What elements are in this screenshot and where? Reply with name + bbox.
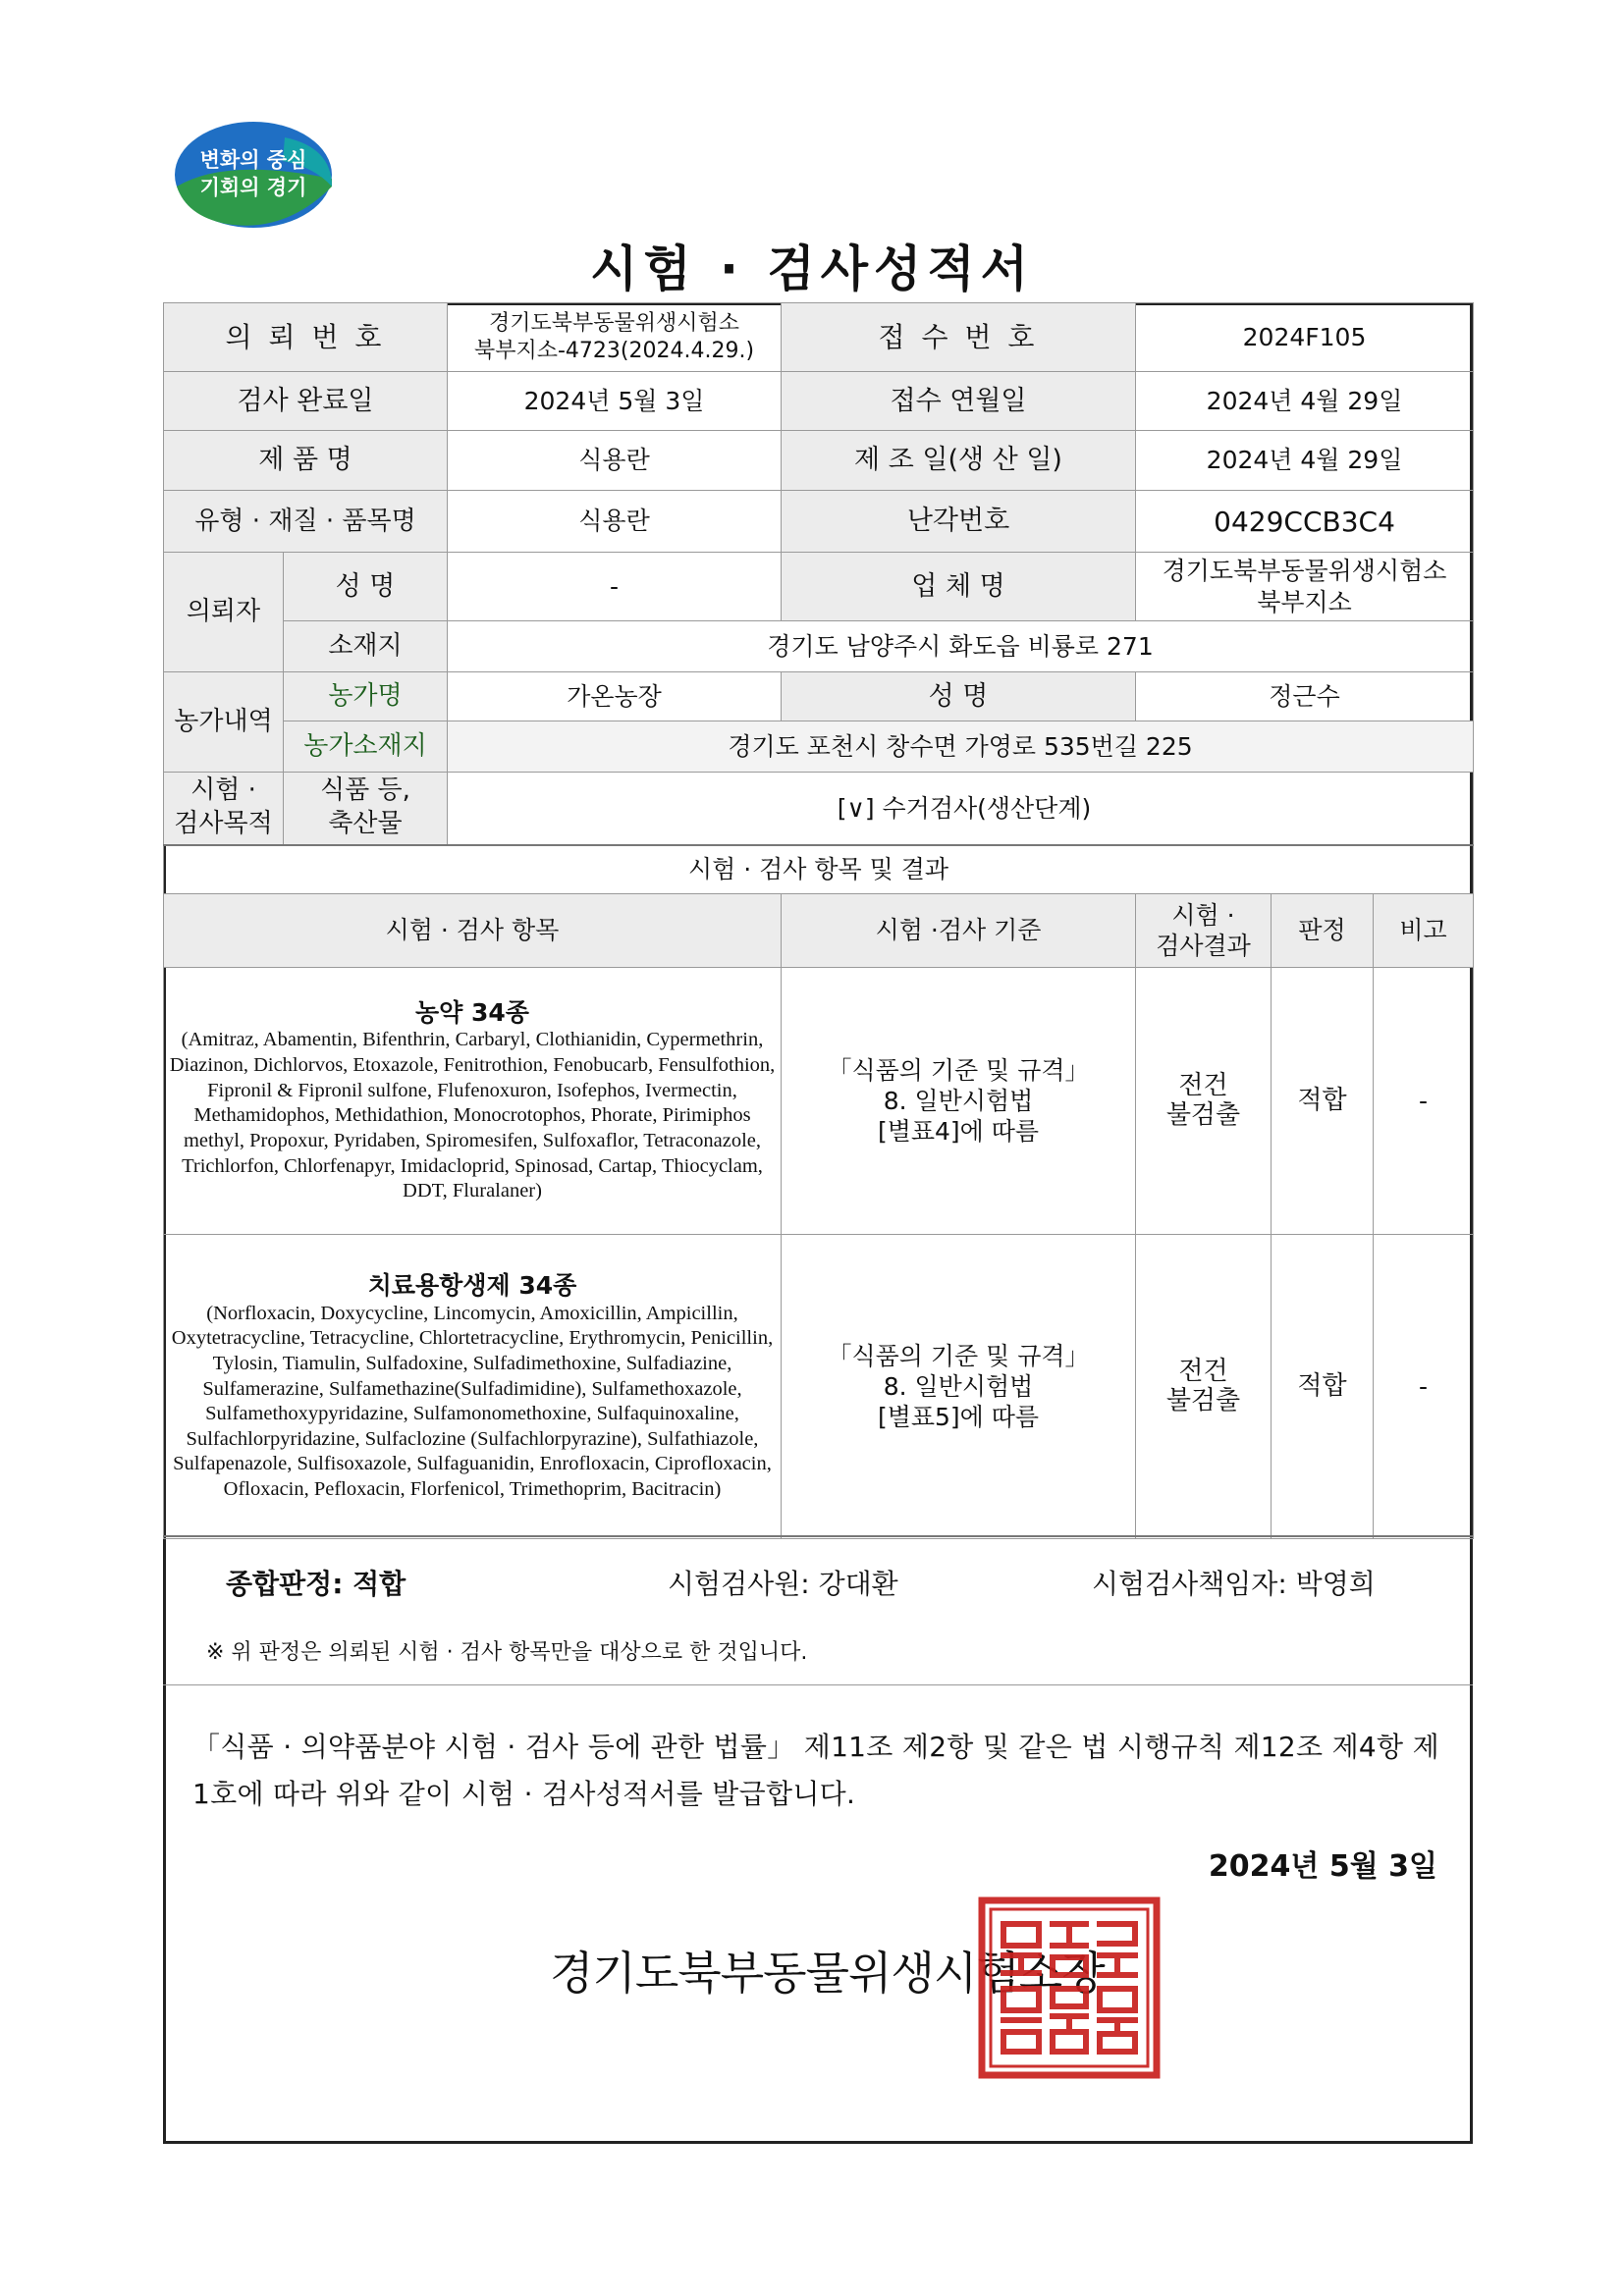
purpose-value: [∨] 수거검사(생산단계) (448, 773, 1474, 845)
result-line1: 전건 (1178, 1356, 1228, 1386)
request-no-label: 의 뢰 번 호 (164, 303, 448, 372)
info-table (163, 302, 1474, 1539)
company-line2: 북부지소 (1257, 587, 1352, 616)
type-value: 식용란 (448, 491, 782, 553)
row-requester-name (164, 553, 1474, 621)
document-title: 시험 · 검사성적서 (590, 240, 1034, 297)
issuer-name: 경기도북부동물위생시험소장 (550, 1947, 1105, 2000)
official-seal (976, 1895, 1163, 2081)
farm-address: 경기도 포천시 창수면 가영로 535번길 225 (448, 721, 1474, 773)
judgement-cell: 적합 (1272, 968, 1374, 1235)
purpose-group-line2: 검사목적 (174, 809, 273, 839)
request-no-value (448, 303, 782, 372)
company-value (1136, 553, 1474, 621)
col-judgement-header: 판정 (1272, 894, 1374, 968)
item-cell (164, 968, 782, 1235)
owner-value: 정근수 (1136, 672, 1474, 721)
judgement-cell: 적합 (1272, 1235, 1374, 1539)
row-request-no (164, 303, 1474, 372)
row-product (164, 431, 1474, 491)
purpose-sub-label (284, 773, 448, 845)
item-detail: (Norfloxacin, Doxycycline, Lincomycin, Amoxicillin, Ampicillin, Oxytetracycline, Tetracycline, Chlortetracycline, Erythromycin, Penicillin, Tylosin, Tiamulin, Sulfadoxine, Sulfadimethoxine, Sulfadiazine, Sulfamerazine, Sulfamethazine(Sulfadimidine), Sulfamethoxazole, Sulfamethoxypyridazine, Sulfamonomethoxine, Sulfaquinoxaline, Sulfachlorpyridazine, Sulfaclozine (Sulfachlorpyrazine), Sulfathiazole, Sulfapenazole, Sulfisoxazole, Sulfaguanidin, Enrofloxacin, Ciprofloxacin, Ofloxacin, Pefloxacin, Florfenicol, Trimethoprim, Bacitracin) (171, 1302, 774, 1500)
inspector: 시험검사원: 강대환 (668, 1568, 898, 1600)
col-result-line1: 시험 · (1171, 900, 1235, 930)
requester-name-label: 성 명 (284, 553, 448, 621)
egg-no-label: 난각번호 (782, 491, 1136, 553)
requester-name: - (448, 553, 782, 621)
result-row-pesticides (164, 968, 1474, 1235)
col-result-line2: 검사결과 (1156, 932, 1251, 960)
result-line1: 전건 (1178, 1070, 1228, 1100)
row-farm-name (164, 672, 1474, 721)
address-value: 경기도 남양주시 화도읍 비룡로 271 (448, 621, 1474, 672)
row-results-header (164, 894, 1474, 968)
issue-date: 2024년 5월 3일 (1208, 1849, 1437, 1884)
remark-cell: - (1374, 1235, 1474, 1539)
logo-text-line1: 변화의 중심 (199, 148, 307, 172)
col-item-header: 시험 · 검사 항목 (164, 894, 782, 968)
receipt-no-value: 2024F105 (1136, 303, 1474, 372)
egg-no-value: 0429CCB3C4 (1136, 491, 1474, 553)
company-line1: 경기도북부동물위생시험소 (1162, 557, 1447, 586)
completion-label: 검사 완료일 (164, 372, 448, 431)
result-cell (1136, 968, 1272, 1235)
item-cell (164, 1235, 782, 1539)
mfg-date-label: 제 조 일(생 산 일) (782, 431, 1136, 491)
standard-line3: [별표5]에 따름 (877, 1403, 1040, 1432)
standard-line2: 8. 일반시험법 (883, 1086, 1034, 1115)
result-line2: 불검출 (1165, 1385, 1241, 1415)
seal-stamp-icon (976, 1895, 1163, 2081)
overall-judgement: 종합판정: 적합 (226, 1568, 406, 1600)
standard-line1: 「식품의 기준 및 규격」 (827, 1055, 1090, 1085)
inspection-manager: 시험검사책임자: 박영희 (1092, 1568, 1376, 1600)
row-purpose (164, 773, 1474, 845)
purpose-sub-line2: 축산물 (328, 809, 403, 839)
address-label: 소재지 (284, 621, 448, 672)
type-label: 유형 · 재질 · 품목명 (164, 491, 448, 553)
product-value: 식용란 (448, 431, 782, 491)
row-results-title (164, 845, 1474, 894)
item-title: 치료용항생제 34종 (367, 1271, 577, 1301)
col-remark-header: 비고 (1374, 894, 1474, 968)
standard-cell (782, 968, 1136, 1235)
row-farm-address (164, 721, 1474, 773)
farm-group-label: 농가내역 (164, 672, 284, 773)
logo-text-line2: 기회의 경기 (199, 176, 307, 199)
legal-statement: 「식품 · 의약품분야 시험 · 검사 등에 관한 법률」 제11조 제2항 및 같은 법 시행규칙 제12조 제4항 제1호에 따라 위와 같이 시험 · 검사성적서를 발급합니다. (192, 1731, 1439, 1810)
remark-cell: - (1374, 968, 1474, 1235)
completion-date: 2024년 5월 3일 (448, 372, 782, 431)
row-requester-address (164, 621, 1474, 672)
farm-address-label: 농가소재지 (284, 721, 448, 773)
request-no-line2: 북부지소-4723(2024.4.29.) (473, 338, 755, 363)
company-label: 업 체 명 (782, 553, 1136, 621)
item-title: 농약 34종 (415, 998, 529, 1028)
item-detail: (Amitraz, Abamentin, Bifenthrin, Carbaryl, Clothianidin, Cypermethrin, Diazinon, Dichlorvos, Etoxazole, Fenitrothion, Fenobucarb, Fensulfothion, Fipronil & Fipronil sulfone, Flufenoxuron, Isofephos, Ivermectin, Methamidophos, Methidathion, Monocrotophos, Phorate, Pirimiphos methyl, Propoxur, Pyridaben, Spiromesifen, Sulfoxaflor, Tetraconazole, Trichlorfon, Chlorfenapyr, Imidacloprid, Spinosad, Cartap, Thiocyclam, DDT, Fluralaner) (169, 1029, 776, 1202)
standard-line1: 「식품의 기준 및 규격」 (827, 1341, 1090, 1370)
standard-line3: [별표4]에 따름 (877, 1117, 1040, 1147)
standard-cell (782, 1235, 1136, 1539)
receipt-no-label: 접 수 번 호 (782, 303, 1136, 372)
purpose-group-label (164, 773, 284, 845)
judgement-note: ※ 위 판정은 의뢰된 시험 · 검사 항목만을 대상으로 한 것입니다. (206, 1640, 808, 1665)
requester-group-label: 의뢰자 (164, 553, 284, 672)
results-section-title: 시험 · 검사 항목 및 결과 (164, 845, 1474, 894)
receipt-date-label: 접수 연월일 (782, 372, 1136, 431)
row-type (164, 491, 1474, 553)
standard-line2: 8. 일반시험법 (883, 1371, 1034, 1401)
result-cell (1136, 1235, 1272, 1539)
product-label: 제 품 명 (164, 431, 448, 491)
mfg-date: 2024년 4월 29일 (1136, 431, 1474, 491)
divider (163, 1535, 1473, 1537)
row-completion (164, 372, 1474, 431)
farm-name: 가온농장 (448, 672, 782, 721)
receipt-date: 2024년 4월 29일 (1136, 372, 1474, 431)
result-line2: 불검출 (1165, 1099, 1241, 1130)
owner-label: 성 명 (782, 672, 1136, 721)
farm-name-label: 농가명 (284, 672, 448, 721)
gyeonggi-logo (167, 118, 339, 236)
purpose-group-line1: 시험 · (190, 775, 256, 806)
col-result-header (1136, 894, 1272, 968)
col-standard-header: 시험 ·검사 기준 (782, 894, 1136, 968)
purpose-sub-line1: 식품 등, (320, 775, 410, 806)
result-row-antibiotics (164, 1235, 1474, 1539)
request-no-line1: 경기도북부동물위생시험소 (488, 311, 740, 336)
logo-emblem-icon (167, 118, 339, 236)
divider (163, 1684, 1473, 1685)
